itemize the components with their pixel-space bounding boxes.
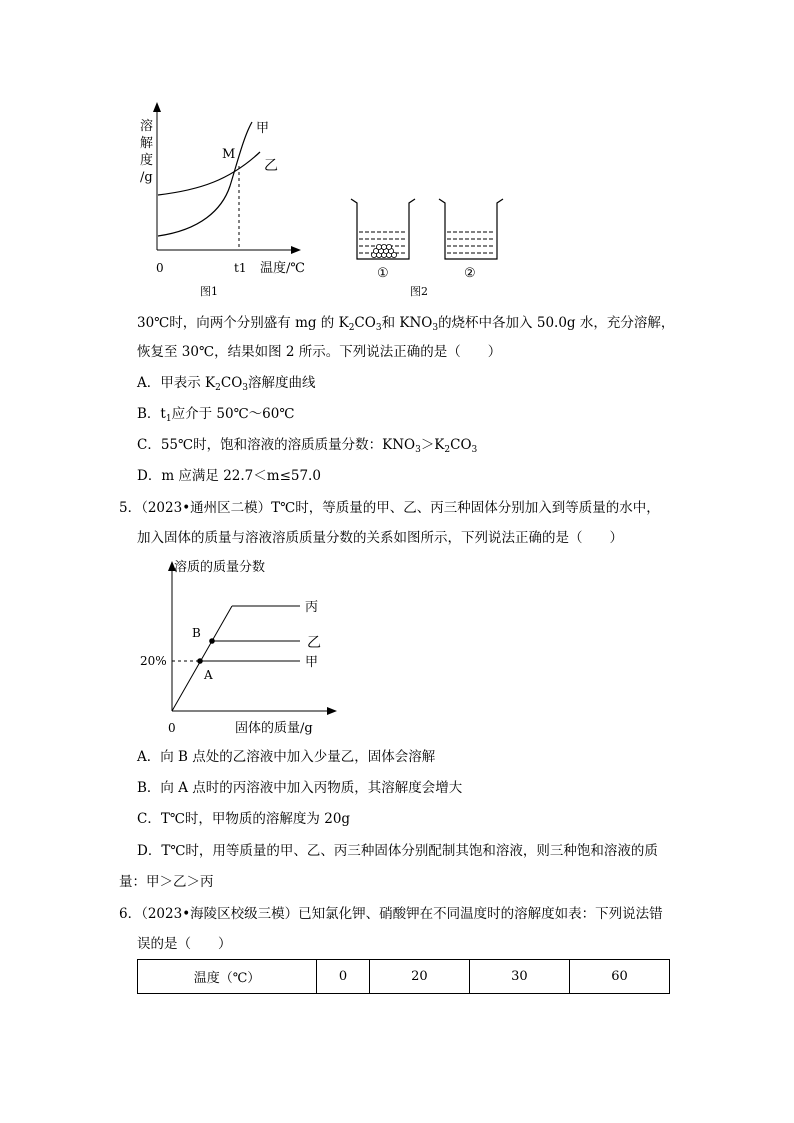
fig1-label-yi: 乙: [264, 158, 278, 174]
fig3-label-bing: 丙: [305, 600, 319, 615]
fig3-label-yi: 乙: [307, 635, 321, 651]
q5-option-d-line1[interactable]: D．T℃时，用等质量的甲、乙、丙三种固体分别配制其饱和溶液，则三种饱和溶液的质: [137, 843, 658, 859]
fig1-ylabel-3: 度: [140, 153, 154, 168]
q6-stem-line2: 误的是（ ）: [137, 936, 232, 952]
figure-1-solubility-chart: [130, 100, 330, 300]
beaker-1: [351, 199, 415, 259]
figure-2-beakers: [345, 195, 515, 300]
figure-3-mass-fraction-chart: [135, 555, 345, 740]
fig1-ylabel-2: 解: [140, 136, 154, 151]
fig1-point-m: M: [222, 147, 236, 162]
q4-stem-line1: 30℃时，向两个分别盛有 mg 的 $K_2CO_3$和 $KNO_3$的烧杯中各加入 50.0g 水，充分溶解，: [137, 315, 675, 333]
fig3-label-jia: 甲: [305, 655, 319, 670]
fig3-origin: 0: [168, 721, 176, 735]
fig2-caption: 图2: [410, 285, 428, 298]
beaker-2-label: ②: [464, 266, 476, 281]
fig1-curve-jia: [158, 122, 252, 236]
beaker-2: [439, 199, 503, 259]
fig3-point-a: [197, 658, 203, 664]
fig1-x-arrow: [291, 246, 301, 254]
table-row: [138, 960, 670, 994]
q4-option-c[interactable]: C．55℃时，饱和溶液的溶质质量分数：$KNO_3>K_2CO_3$: [137, 437, 478, 455]
fig3-point-b: [209, 638, 215, 644]
q5-option-c[interactable]: C．T℃时，甲物质的溶解度为 20g: [137, 811, 351, 827]
q4-option-a[interactable]: A．甲表示 $K_2CO_3$溶解度曲线: [137, 375, 316, 393]
beaker-1-label: ①: [377, 266, 389, 281]
table-cell: 0: [317, 960, 370, 994]
fig1-tick-t1: t1: [234, 261, 247, 275]
q5-option-a[interactable]: A．向 B 点处的乙溶液中加入少量乙，固体会溶解: [137, 749, 436, 765]
fig3-label-a: A: [204, 668, 213, 682]
table-header-cell: 温度（℃）: [138, 960, 317, 994]
q4-option-d[interactable]: D．m 应满足 22.7＜m≤57.0: [137, 468, 321, 484]
solubility-table: [137, 959, 670, 994]
fig3-tick-20: 20%: [140, 654, 167, 668]
q5-option-d-line2: 量：甲＞乙＞丙: [119, 874, 214, 890]
fig1-curve-yi: [158, 152, 260, 195]
fig1-ylabel-1: 溶: [140, 119, 154, 134]
q4-stem-line2: 恢复至 30℃，结果如图 2 所示。下列说法正确的是（ ）: [137, 344, 502, 360]
fig1-y-arrow: [153, 102, 161, 112]
fig1-origin: 0: [156, 261, 164, 275]
q6-stem-line1: 6．（2023•海陵区校级三模）已知氯化钾、硝酸钾在不同温度时的溶解度如表：下列说法错: [119, 906, 663, 922]
fig1-caption: 图1: [200, 285, 218, 298]
fig3-xlabel: 固体的质量/g: [235, 721, 313, 736]
fig3-rising-line: [172, 606, 232, 711]
q5-option-b[interactable]: B．向 A 点时的丙溶液中加入丙物质，其溶解度会增大: [137, 780, 463, 796]
q5-stem-line2: 加入固体的质量与溶液溶质质量分数的关系如图所示，下列说法正确的是（ ）: [137, 530, 623, 546]
fig1-xlabel: 温度/℃: [260, 261, 305, 276]
table-cell: 20: [369, 960, 469, 994]
fig3-x-arrow: [327, 707, 337, 715]
table-cell: 60: [569, 960, 669, 994]
fig3-ylabel: 溶质的质量分数: [174, 560, 266, 575]
fig1-label-jia: 甲: [256, 121, 270, 136]
q4-option-b[interactable]: B．$t_1$应介于 50℃～60℃: [137, 406, 295, 424]
fig3-label-b: B: [192, 626, 201, 640]
fig1-ylabel-4: /g: [140, 170, 153, 185]
q5-stem-line1: 5．（2023•通州区二模）T℃时，等质量的甲、乙、丙三种固体分别加入到等质量的水中，: [119, 500, 660, 516]
table-cell: 30: [469, 960, 569, 994]
